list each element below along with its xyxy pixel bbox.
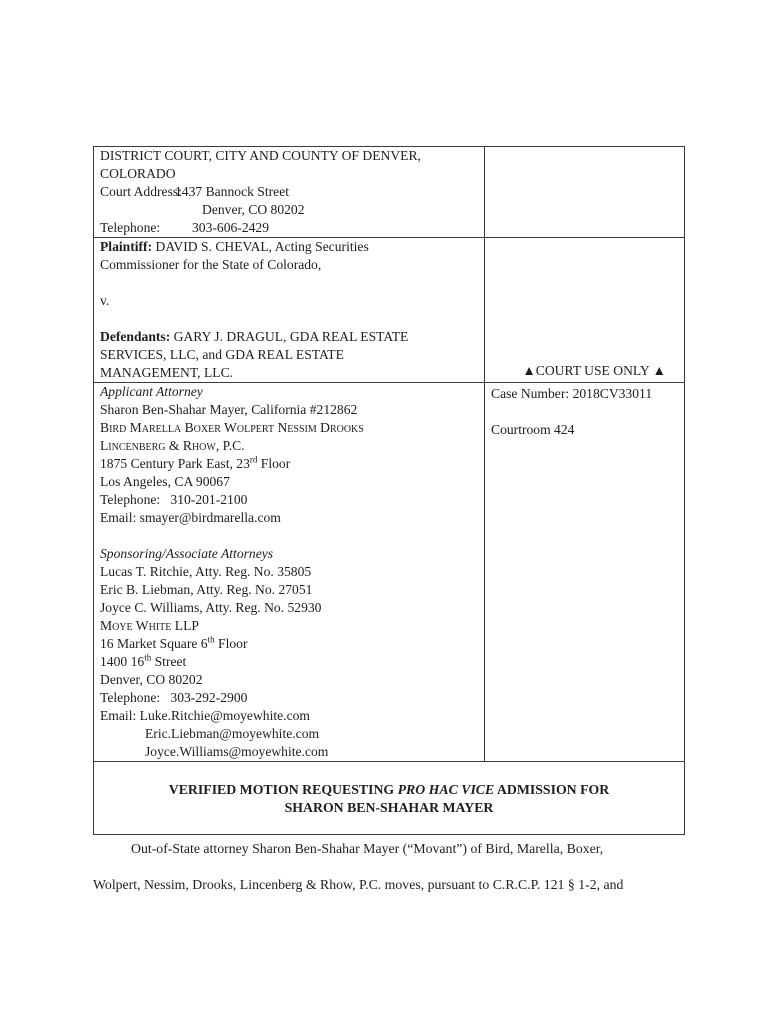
court-address-street: 1437 Bannock Street (175, 184, 290, 199)
versus: v. (100, 293, 110, 308)
court-info-cell (94, 147, 485, 237)
sponsoring-telephone-label: Telephone: (100, 690, 161, 705)
court-address-label: Court Address: (100, 184, 182, 199)
sponsoring-address1-sup: th (207, 634, 215, 645)
applicant-email: smayer@birdmarella.com (139, 510, 281, 525)
applicant-city: Los Angeles, CA 90067 (100, 474, 230, 489)
motion-title-row (94, 762, 684, 834)
plaintiff-label: Plaintiff: (100, 239, 153, 254)
sponsoring-address2 (100, 653, 478, 671)
applicant-address (100, 455, 478, 473)
body-paragraph-line1: Out-of-State attorney Sharon Ben-Shahar Mayer (“Movant”) of Bird, Marella, Boxer, (131, 841, 604, 856)
plaintiff-name: DAVID S. CHEVAL, Acting Securities (155, 239, 369, 254)
case-number-line (491, 385, 678, 403)
sponsoring-attorney-3: Joyce C. Williams, Atty. Reg. No. 52930 (100, 600, 322, 615)
sponsoring-address2-suffix: Street (151, 654, 187, 669)
applicant-address-suffix: Floor (257, 456, 291, 471)
sponsoring-telephone-line (100, 689, 478, 707)
court-name-line2: COLORADO (100, 166, 176, 181)
sponsoring-email-1: Luke.Ritchie@moyewhite.com (139, 708, 310, 723)
applicant-name: Sharon Ben-Shahar Mayer, California #212862 (100, 402, 358, 417)
court-address-city-line (100, 201, 478, 219)
sponsoring-email-label: Email: (100, 708, 137, 723)
sponsoring-address1 (100, 635, 478, 653)
court-use-cell (485, 238, 684, 382)
caption-table (93, 146, 685, 835)
applicant-email-line (100, 509, 478, 527)
defendants-name: GARY J. DRAGUL, GDA REAL ESTATE (173, 329, 409, 344)
body-paragraph-line2: Wolpert, Nessim, Drooks, Lincenberg & Rhow, P.C. moves, pursuant to C.R.C.P. 121 § 1-2, and (93, 877, 624, 892)
court-address-line (100, 183, 478, 201)
applicant-email-label: Email: (100, 510, 137, 525)
sponsoring-attorney-1: Lucas T. Ritchie, Atty. Reg. No. 35805 (100, 564, 312, 579)
sponsoring-attorney-2: Eric B. Liebman, Atty. Reg. No. 27051 (100, 582, 313, 597)
plaintiff-line2: Commissioner for the State of Colorado, (100, 257, 322, 272)
sponsoring-email-3: Joyce.Williams@moyewhite.com (145, 744, 329, 759)
applicant-address-prefix: 1875 Century Park East, 23 (100, 456, 250, 471)
applicant-address-sup: rd (249, 454, 258, 465)
applicant-telephone: 310-201-2100 (170, 492, 248, 507)
case-number: 2018CV33011 (572, 386, 653, 401)
motion-title-part1: VERIFIED MOTION REQUESTING (168, 782, 398, 797)
sponsoring-firm: Moye White LLP (100, 618, 199, 633)
sponsoring-address1-suffix: Floor (214, 636, 248, 651)
sponsoring-address1-prefix: 16 Market Square 6 (100, 636, 208, 651)
sponsoring-email-2: Eric.Liebman@moyewhite.com (145, 726, 320, 741)
applicant-firm-line2: Lincenberg & Rhow, P.C. (100, 438, 245, 453)
motion-title-line1 (94, 781, 684, 799)
court-use-only-label: ▲COURT USE ONLY ▲ (522, 363, 666, 378)
parties-row (94, 238, 684, 383)
sponsoring-heading: Sponsoring/Associate Attorneys (100, 546, 274, 561)
defendants-line3: MANAGEMENT, LLC. (100, 365, 234, 380)
defendants-label: Defendants: (100, 329, 171, 344)
sponsoring-email-line1 (100, 707, 478, 725)
parties-cell (94, 238, 485, 382)
applicant-telephone-line (100, 491, 478, 509)
court-telephone-line (100, 219, 478, 237)
courtroom: Courtroom 424 (491, 422, 575, 437)
attorneys-row (94, 383, 684, 762)
court-name-line1: DISTRICT COURT, CITY AND COUNTY OF DENVER, (100, 148, 421, 163)
defendants-line1 (100, 328, 478, 346)
court-telephone-label: Telephone: (100, 220, 161, 235)
plaintiff-line1 (100, 238, 478, 256)
applicant-heading: Applicant Attorney (100, 384, 203, 399)
attorneys-cell (94, 383, 485, 761)
case-number-label: Case Number: (491, 386, 570, 401)
motion-title-line2: SHARON BEN-SHAHAR MAYER (284, 800, 494, 815)
court-info-right-cell (485, 147, 684, 237)
applicant-telephone-label: Telephone: (100, 492, 161, 507)
sponsoring-address2-sup: th (144, 652, 152, 663)
motion-title-italic: PRO HAC VICE (397, 782, 495, 797)
motion-title-part3: ADMISSION FOR (494, 782, 610, 797)
sponsoring-address2-prefix: 1400 16 (100, 654, 145, 669)
court-telephone: 303-606-2429 (192, 220, 270, 235)
defendants-line2: SERVICES, LLC, and GDA REAL ESTATE (100, 347, 344, 362)
court-info-row (94, 147, 684, 238)
applicant-firm-line1: Bird Marella Boxer Wolpert Nessim Drooks (100, 420, 364, 435)
sponsoring-city: Denver, CO 80202 (100, 672, 203, 687)
motion-title (94, 762, 684, 834)
court-address-city: Denver, CO 80202 (202, 202, 305, 217)
case-info-cell (485, 383, 684, 761)
sponsoring-telephone: 303-292-2900 (170, 690, 248, 705)
